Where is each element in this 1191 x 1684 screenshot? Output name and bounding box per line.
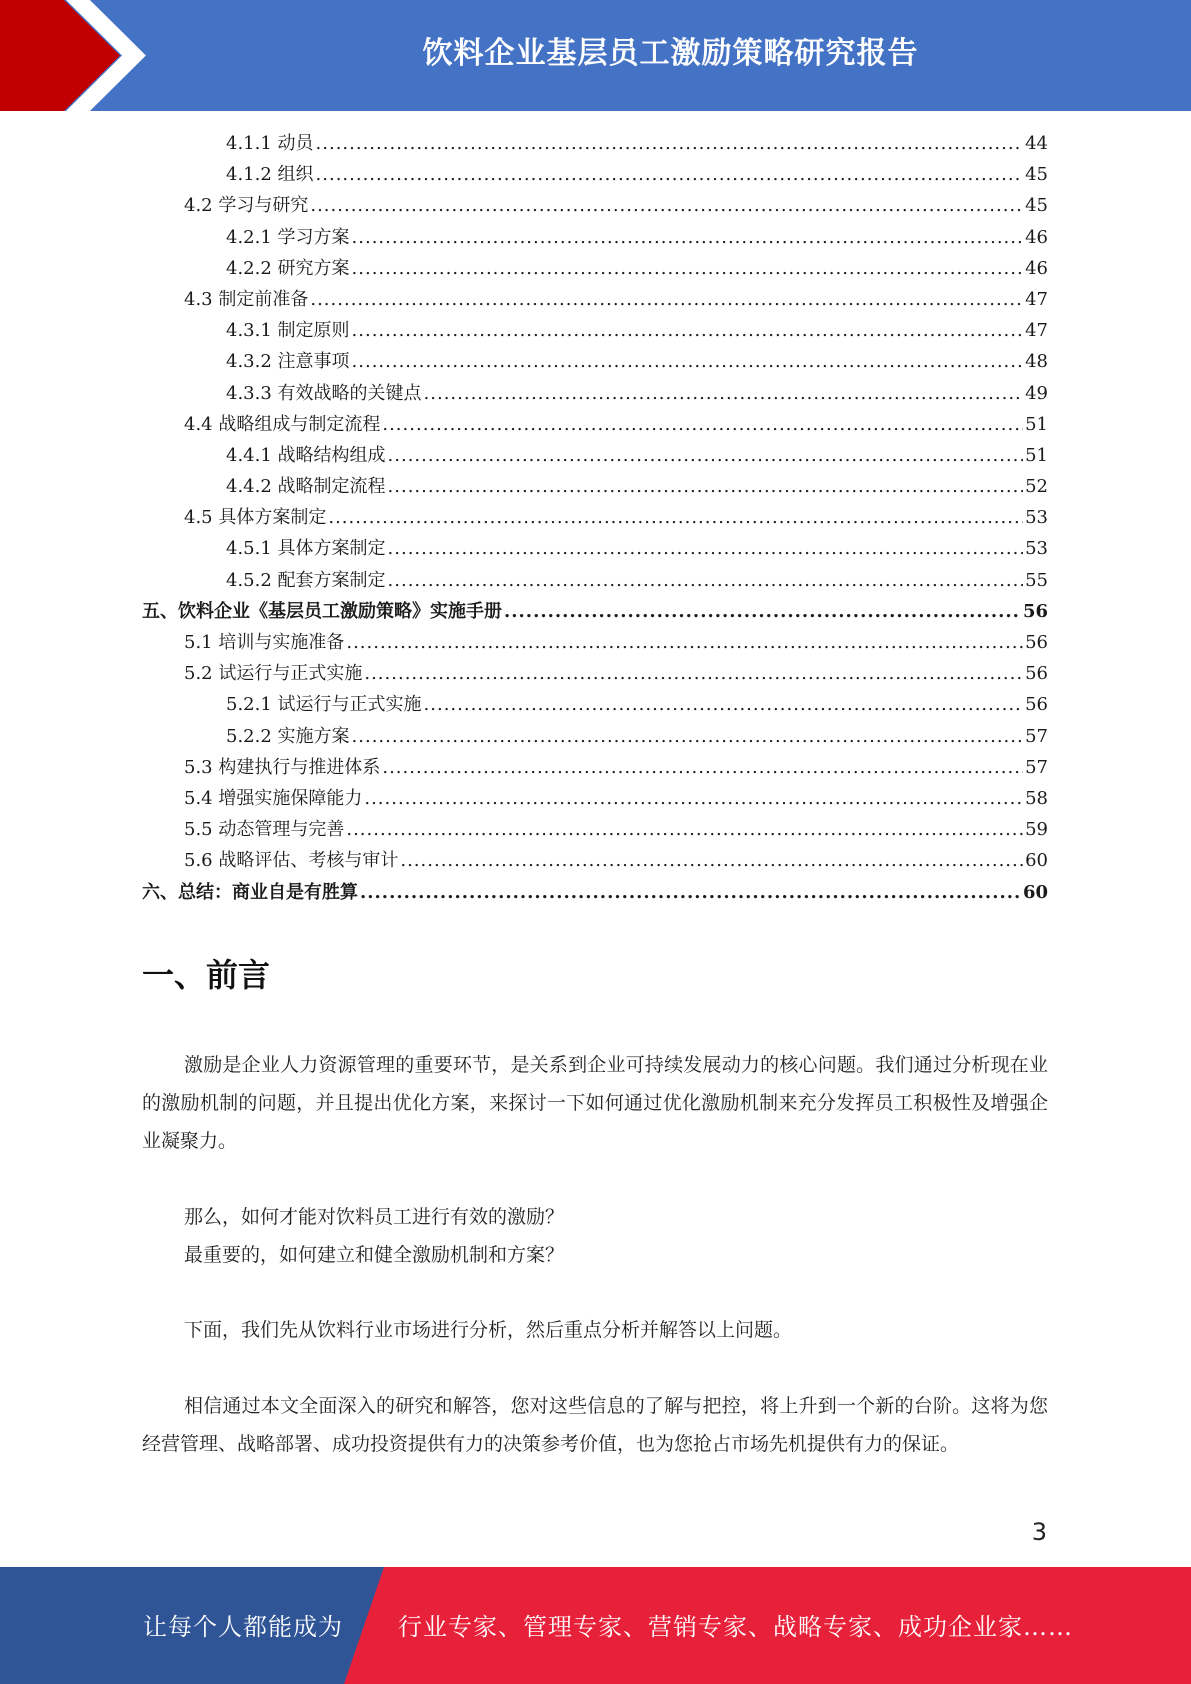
toc-leader-dots (382, 409, 1023, 440)
toc-entry-label: 5.2 试运行与正式实施 (184, 663, 363, 685)
toc-leader-dots (310, 190, 1023, 221)
toc-entry[interactable] (142, 814, 1048, 845)
toc-entry[interactable] (142, 190, 1048, 221)
toc-entry-page: 47 (1025, 288, 1048, 310)
toc-entry-page: 44 (1025, 133, 1048, 154)
toc-entry-page: 56 (1022, 600, 1048, 622)
toc-entry-label: 4.4.1 战略结构组成 (226, 444, 386, 466)
toc-entry-page: 52 (1025, 476, 1048, 498)
toc-entry-label: 4.2 学习与研究 (184, 195, 309, 217)
toc-entry-page: 56 (1025, 632, 1048, 653)
toc-entry-page: 53 (1025, 538, 1048, 560)
toc-leader-dots (388, 440, 1024, 471)
toc-leader-dots (388, 565, 1024, 596)
toc-entry-label: 4.1.1 动员 (226, 133, 314, 154)
toc-entry-label: 5.5 动态管理与完善 (184, 819, 345, 841)
toc-entry-label: 六、总结：商业自是有胜算 (142, 881, 358, 903)
toc-entry[interactable] (142, 128, 1048, 159)
toc-leader-dots (364, 783, 1023, 814)
toc-leader-dots (388, 471, 1024, 502)
toc-leader-dots (310, 284, 1023, 315)
toc-entry[interactable] (142, 752, 1048, 783)
header-arrow-decoration (0, 0, 150, 111)
toc-entry-page: 47 (1025, 320, 1048, 342)
toc-entry-page: 45 (1025, 164, 1048, 186)
toc-entry[interactable] (142, 315, 1048, 346)
toc-entry[interactable] (142, 346, 1048, 377)
toc-entry-label: 5.2.1 试运行与正式实施 (226, 694, 422, 716)
toc-entry-page: 51 (1025, 444, 1048, 466)
toc-entry-label: 4.3.2 注意事项 (226, 351, 350, 373)
toc-entry-label: 5.6 战略评估、考核与审计 (184, 850, 399, 872)
paragraph-next: 下面，我们先从饮料行业市场进行分析，然后重点分析并解答以上问题。 (184, 1319, 793, 1341)
toc-entry-page: 56 (1025, 663, 1048, 685)
toc-entry-label: 4.5 具体方案制定 (184, 507, 327, 529)
table-of-contents (142, 128, 1048, 908)
toc-entry-label: 4.3 制定前准备 (184, 288, 309, 310)
toc-entry-page: 59 (1025, 819, 1048, 841)
toc-entry[interactable] (142, 596, 1048, 627)
toc-entry[interactable] (142, 689, 1048, 720)
toc-leader-dots (424, 689, 1024, 720)
toc-entry-page: 45 (1025, 195, 1048, 217)
toc-entry-page: 49 (1025, 382, 1048, 404)
page-header (0, 0, 1191, 111)
toc-leader-dots (360, 877, 1021, 908)
toc-entry[interactable] (142, 783, 1048, 814)
toc-entry-page: 57 (1025, 756, 1048, 778)
document-title: 饮料企业基层员工激励策略研究报告 (422, 36, 919, 71)
toc-entry[interactable] (142, 533, 1048, 564)
page-footer (0, 1567, 1191, 1684)
toc-leader-dots (346, 814, 1023, 845)
toc-entry-label: 4.1.2 组织 (226, 164, 314, 186)
toc-entry-page: 53 (1025, 507, 1048, 529)
toc-entry[interactable] (142, 378, 1048, 409)
toc-entry[interactable] (142, 658, 1048, 689)
toc-leader-dots (316, 128, 1024, 159)
toc-entry-page: 56 (1025, 694, 1048, 716)
toc-entry[interactable] (142, 721, 1048, 752)
toc-entry-label: 4.5.1 具体方案制定 (226, 538, 386, 560)
footer-slogan-left: 让每个人都能成为 (143, 1613, 343, 1641)
toc-leader-dots (424, 378, 1024, 409)
toc-leader-dots (382, 752, 1023, 783)
toc-leader-dots (504, 596, 1021, 627)
toc-leader-dots (352, 346, 1024, 377)
toc-entry[interactable] (142, 440, 1048, 471)
toc-entry-label: 5.4 增强实施保障能力 (184, 787, 363, 809)
toc-entry-label: 4.2.1 学习方案 (226, 226, 350, 248)
toc-entry[interactable] (142, 565, 1048, 596)
toc-entry-page: 46 (1025, 257, 1048, 279)
toc-entry-page: 58 (1025, 787, 1048, 809)
toc-leader-dots (352, 222, 1024, 253)
toc-entry[interactable] (142, 877, 1048, 908)
toc-entry[interactable] (142, 253, 1048, 284)
toc-leader-dots (352, 721, 1024, 752)
toc-entry[interactable] (142, 222, 1048, 253)
footer-slogan-right: 行业专家、管理专家、营销专家、战略专家、成功企业家…… (398, 1613, 1073, 1641)
toc-entry[interactable] (142, 471, 1048, 502)
toc-leader-dots (316, 159, 1024, 190)
toc-entry-label: 4.3.3 有效战略的关键点 (226, 382, 422, 404)
toc-entry[interactable] (142, 409, 1048, 440)
toc-entry-label: 4.5.2 配套方案制定 (226, 569, 386, 591)
toc-leader-dots (352, 253, 1024, 284)
toc-entry-page: 48 (1025, 351, 1048, 373)
toc-leader-dots (388, 533, 1024, 564)
toc-entry[interactable] (142, 627, 1048, 658)
toc-entry-label: 5.1 培训与实施准备 (184, 632, 345, 653)
toc-entry-label: 5.3 构建执行与推进体系 (184, 756, 381, 778)
toc-entry-page: 55 (1025, 569, 1048, 591)
toc-leader-dots (352, 315, 1024, 346)
toc-leader-dots (328, 502, 1023, 533)
toc-entry-label: 4.3.1 制定原则 (226, 320, 350, 342)
toc-entry[interactable] (142, 845, 1048, 876)
toc-entry-page: 60 (1022, 881, 1048, 903)
toc-entry-label: 4.2.2 研究方案 (226, 257, 350, 279)
toc-leader-dots (400, 845, 1023, 876)
toc-entry-page: 46 (1025, 226, 1048, 248)
toc-leader-dots (364, 658, 1023, 689)
page-number: 3 (1031, 1518, 1047, 1546)
toc-entry-label: 4.4.2 战略制定流程 (226, 476, 386, 498)
toc-entry-label: 5.2.2 实施方案 (226, 725, 350, 747)
section-heading: 一、前言 (142, 956, 271, 994)
paragraph-question-2: 最重要的，如何建立和健全激励机制和方案？ (184, 1244, 565, 1266)
paragraph-conclusion: 相信通过本文全面深入的研究和解答，您对这些信息的了解与把控，将上升到一个新的台阶。这将为您经营管理、战略部署、成功投资提供有力的决策参考价值，也为您抢占市场先机提供有力的保证。 (142, 1395, 1048, 1455)
paragraph-question-1: 那么，如何才能对饮料员工进行有效的激励？ (184, 1206, 565, 1228)
toc-leader-dots (346, 627, 1023, 658)
toc-entry-page: 57 (1025, 725, 1048, 747)
toc-entry[interactable] (142, 284, 1048, 315)
toc-entry[interactable] (142, 159, 1048, 190)
toc-entry-label: 五、饮料企业《基层员工激励策略》实施手册 (142, 600, 502, 622)
toc-entry-label: 4.4 战略组成与制定流程 (184, 413, 381, 435)
toc-entry[interactable] (142, 502, 1048, 533)
toc-entry-page: 51 (1025, 413, 1048, 435)
paragraph-intro: 激励是企业人力资源管理的重要环节，是关系到企业可持续发展动力的核心问题。我们通过分析现在业的激励机制的问题，并且提出优化方案，来探讨一下如何通过优化激励机制来充分发挥员工积极性及增强企业凝聚力。 (142, 1054, 1048, 1152)
toc-entry-page: 60 (1025, 850, 1048, 872)
